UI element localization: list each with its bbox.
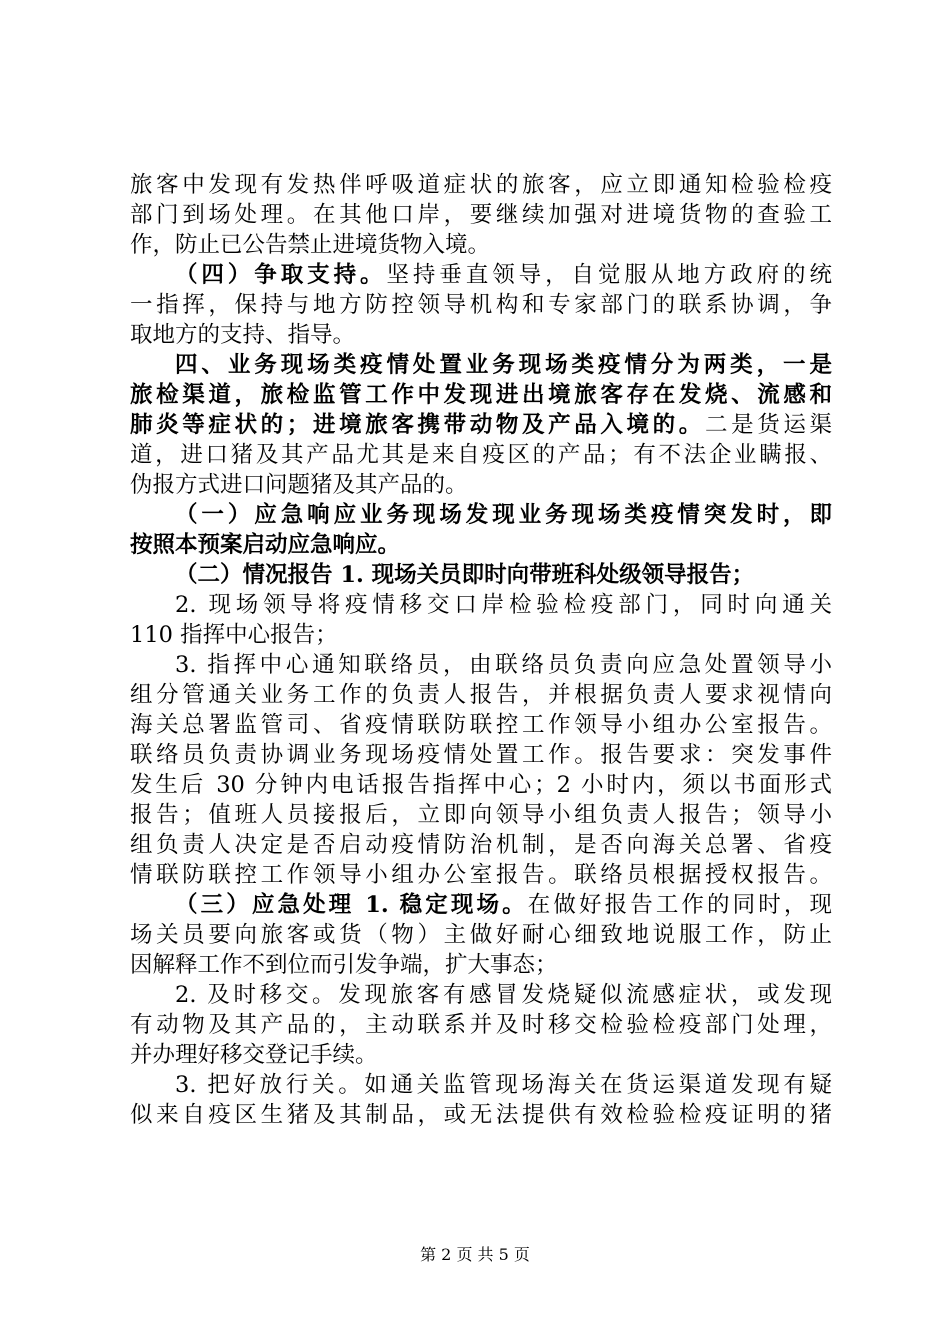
text-line: 海关总署监管司、省疫情联防联控工作领导小组办公室报告。 bbox=[130, 712, 832, 738]
text-line: 旅客中发现有发热伴呼吸道症状的旅客，应立即通知检验检疫 bbox=[130, 172, 832, 198]
text-span-bold: 肺炎等症状的；进境旅客携带动物及产品入境的。 bbox=[130, 412, 705, 438]
text-line: 部门到场处理。在其他口岸，要继续加强对进境货物的查验工 bbox=[130, 202, 832, 228]
section-heading-report: （二）情况报告 1. 现场关员即时向带班科处级领导报告； bbox=[175, 562, 755, 588]
text-line: 情联防联控工作领导小组办公室报告。联络员根据授权报告。 bbox=[130, 862, 832, 888]
text-line: 场关员要向旅客或货（物）主做好耐心细致地说服工作，防止 bbox=[130, 922, 832, 948]
text-line: 作，防止已公告禁止进境货物入境。 bbox=[130, 232, 491, 258]
text-line: 一指挥，保持与地方防控领导机构和专家部门的联系协调，争 bbox=[130, 292, 832, 318]
text-line: 2. 现场领导将疫情移交口岸检验检疫部门，同时向通关 bbox=[175, 592, 832, 618]
text-line: 按照本预案启动应急响应。 bbox=[130, 532, 401, 558]
text-span: 坚持垂直领导，自觉服从地方政府的统 bbox=[386, 262, 832, 288]
text-span: 在做好报告工作的同时，现 bbox=[527, 892, 832, 918]
section-heading-support: （四）争取支持。 bbox=[175, 262, 387, 288]
text-line: 组分管通关业务工作的负责人报告，并根据负责人要求视情向 bbox=[130, 682, 832, 708]
text-line: 因解释工作不到位而引发争端，扩大事态； bbox=[130, 952, 558, 978]
text-line: 组负责人决定是否启动疫情防治机制，是否向海关总署、省疫 bbox=[130, 832, 832, 858]
text-line: 报告；值班人员接报后，立即向领导小组负责人报告；领导小 bbox=[130, 802, 832, 828]
text-line: 发生后 30 分钟内电话报告指挥中心；2 小时内，须以书面形式 bbox=[130, 772, 832, 798]
text-line: 联络员负责协调业务现场疫情处置工作。报告要求：突发事件 bbox=[130, 742, 832, 768]
section-heading-response: （一）应急响应业务现场发现业务现场类疫情突发时，即 bbox=[175, 502, 832, 528]
paragraph-emergency-line bbox=[130, 890, 832, 920]
page-number-footer: 第 2 页 共 5 页 bbox=[420, 1245, 530, 1264]
text-span: 二是货运渠 bbox=[704, 412, 832, 438]
text-line: 3. 指挥中心通知联络员，由联络员负责向应急处置领导小 bbox=[175, 652, 832, 678]
document-body bbox=[130, 170, 832, 1130]
text-line: 取地方的支持、指导。 bbox=[130, 322, 356, 348]
paragraph-support-line bbox=[130, 260, 832, 290]
text-line: 似来自疫区生猪及其制品，或无法提供有效检验检疫证明的猪 bbox=[130, 1102, 832, 1128]
section-heading-four: 四、业务现场类疫情处置业务现场类疫情分为两类，一是 bbox=[175, 352, 832, 378]
text-line: 110 指挥中心报告； bbox=[130, 622, 338, 648]
text-line: 伪报方式进口问题猪及其产品的。 bbox=[130, 472, 468, 498]
section-heading-emergency: （三）应急处理 1. 稳定现场。 bbox=[175, 892, 528, 918]
text-line: 3. 把好放行关。如通关监管现场海关在货运渠道发现有疑 bbox=[175, 1072, 832, 1098]
text-line: 有动物及其产品的，主动联系并及时移交检验检疫部门处理， bbox=[130, 1012, 832, 1038]
text-line: 旅检渠道，旅检监管工作中发现进出境旅客存在发烧、流感和 bbox=[130, 382, 832, 408]
text-line: 2. 及时移交。发现旅客有感冒发烧疑似流感症状，或发现 bbox=[175, 982, 832, 1008]
text-line: 道，进口猪及其产品尤其是来自疫区的产品；有不法企业瞒报、 bbox=[130, 442, 832, 468]
text-line bbox=[130, 410, 832, 440]
text-line: 并办理好移交登记手续。 bbox=[130, 1042, 378, 1068]
